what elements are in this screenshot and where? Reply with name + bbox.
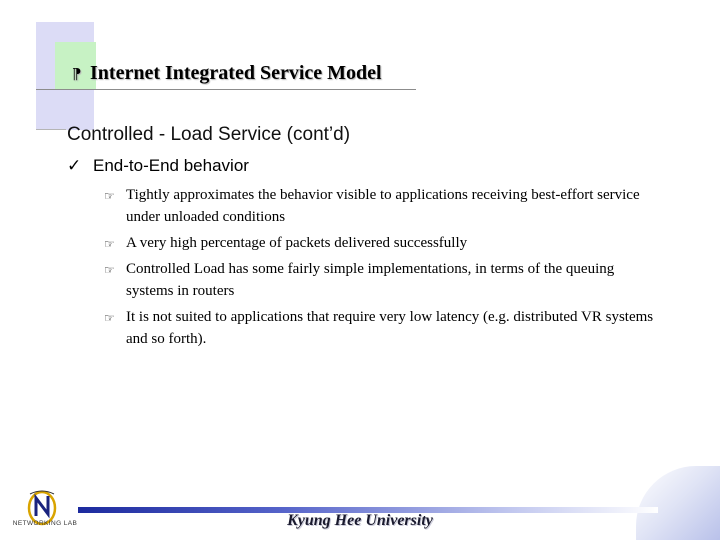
- level1-text: End-to-End behavior: [93, 156, 249, 175]
- bullet-list: [104, 184, 664, 354]
- bullet-text: Tightly approximates the behavior visible to applications receiving best-effort service under unloaded conditions: [126, 187, 640, 225]
- flag-icon: ⁋: [72, 67, 82, 83]
- bullet-item: [104, 258, 664, 302]
- bullet-item: [104, 184, 664, 228]
- bullet-text: It is not suited to applications that require very low latency (e.g. distributed VR systems and so forth).: [126, 309, 654, 347]
- level1-item: [67, 156, 249, 176]
- pointing-hand-icon: ☞: [104, 311, 115, 325]
- pointing-hand-icon: ☞: [104, 237, 115, 251]
- slide-title-text: Internet Integrated Service Model: [90, 62, 382, 84]
- bullet-text: Controlled Load has some fairly simple implementations, in terms of the queuing systems in routers: [126, 261, 615, 299]
- slide-subtitle: Controlled - Load Service (cont’d): [67, 124, 351, 145]
- footer-university: Kyung Hee University: [287, 512, 433, 529]
- title-underline: [36, 89, 416, 90]
- pointing-hand-icon: ☞: [104, 263, 115, 277]
- networking-lab-logo-icon: [8, 488, 82, 536]
- bullet-item: [104, 232, 664, 254]
- decorative-line: [36, 129, 66, 130]
- logo-label: NETWORKING LAB: [12, 520, 78, 527]
- bullet-text: A very high percentage of packets delivered successfully: [126, 235, 468, 251]
- checkmark-icon: ✓: [67, 156, 82, 175]
- bullet-item: [104, 306, 664, 350]
- slide-title: [72, 62, 382, 85]
- pointing-hand-icon: ☞: [104, 189, 115, 203]
